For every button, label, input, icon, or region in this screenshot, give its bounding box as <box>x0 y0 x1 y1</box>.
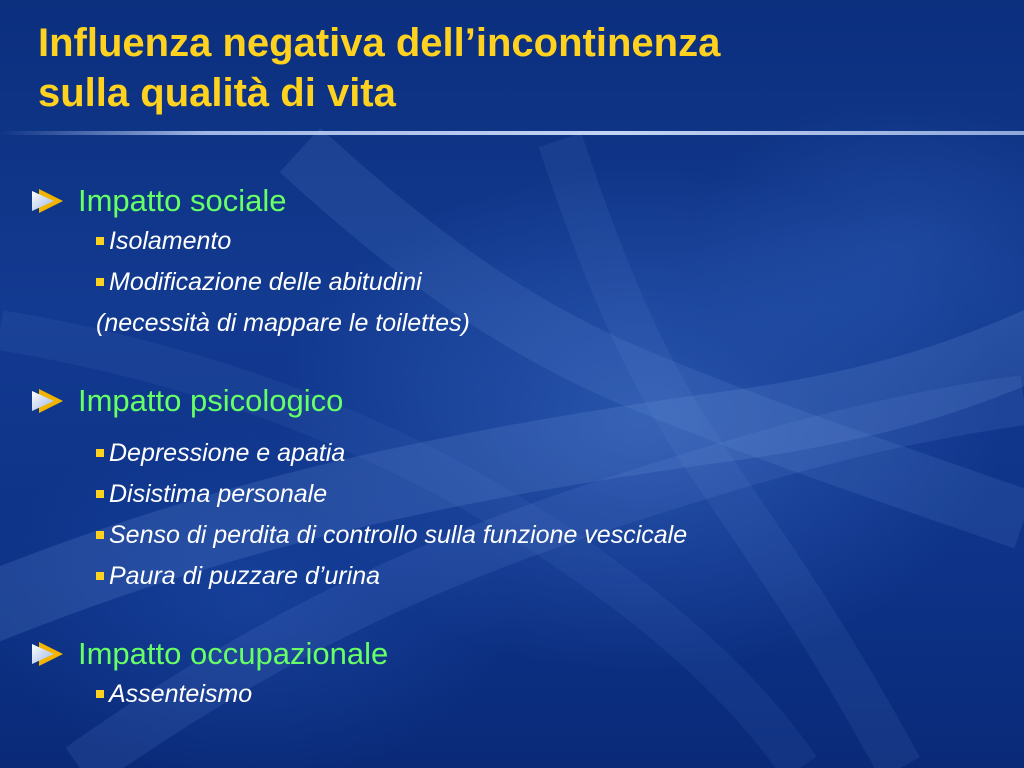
square-bullet-icon <box>96 490 104 498</box>
square-bullet-icon <box>96 572 104 580</box>
list-item-text: Paura di puzzare d’urina <box>109 562 380 590</box>
slide-title-line-1: Influenza negativa dell’incontinenza <box>38 21 721 65</box>
list-item-text: Disistima personale <box>109 480 328 508</box>
list-item-text: Depressione e apatia <box>109 439 346 467</box>
section-header <box>30 381 687 421</box>
list-item-text: Senso di perdita di controllo sulla funzione vescicale <box>109 521 688 549</box>
list-item <box>96 221 470 262</box>
square-bullet-icon <box>96 237 104 245</box>
square-bullet-icon <box>96 449 104 457</box>
square-bullet-icon <box>96 278 104 286</box>
square-bullet-icon <box>96 690 104 698</box>
slide-title <box>38 18 720 118</box>
square-bullet-icon <box>96 531 104 539</box>
section-header <box>30 634 388 674</box>
slide-title-line-2: sulla qualità di vita <box>38 71 396 115</box>
list-item <box>96 433 687 474</box>
list-item-text: Isolamento <box>109 227 232 255</box>
section-item-list <box>96 674 388 715</box>
section-impatto-sociale <box>30 181 470 344</box>
section-heading: Impatto occupazionale <box>78 636 389 671</box>
list-item-text: Assenteismo <box>109 680 253 708</box>
list-item-note: (necessità di mappare le toilettes) <box>96 309 470 337</box>
section-heading: Impatto sociale <box>78 183 287 218</box>
list-item <box>96 674 388 715</box>
section-heading: Impatto psicologico <box>78 383 344 418</box>
section-item-list <box>96 221 470 344</box>
list-item <box>96 515 687 556</box>
arrow-right-icon <box>30 188 66 214</box>
section-header <box>30 181 470 221</box>
arrow-right-icon <box>30 641 66 667</box>
list-item <box>96 262 470 303</box>
section-impatto-occupazionale <box>30 634 388 715</box>
list-item <box>96 474 687 515</box>
title-underline <box>0 131 1024 135</box>
section-item-list <box>96 433 687 597</box>
arrow-right-icon <box>30 388 66 414</box>
list-item-text: Modificazione delle abitudini <box>109 268 422 296</box>
list-item <box>96 556 687 597</box>
section-impatto-psicologico <box>30 381 687 597</box>
